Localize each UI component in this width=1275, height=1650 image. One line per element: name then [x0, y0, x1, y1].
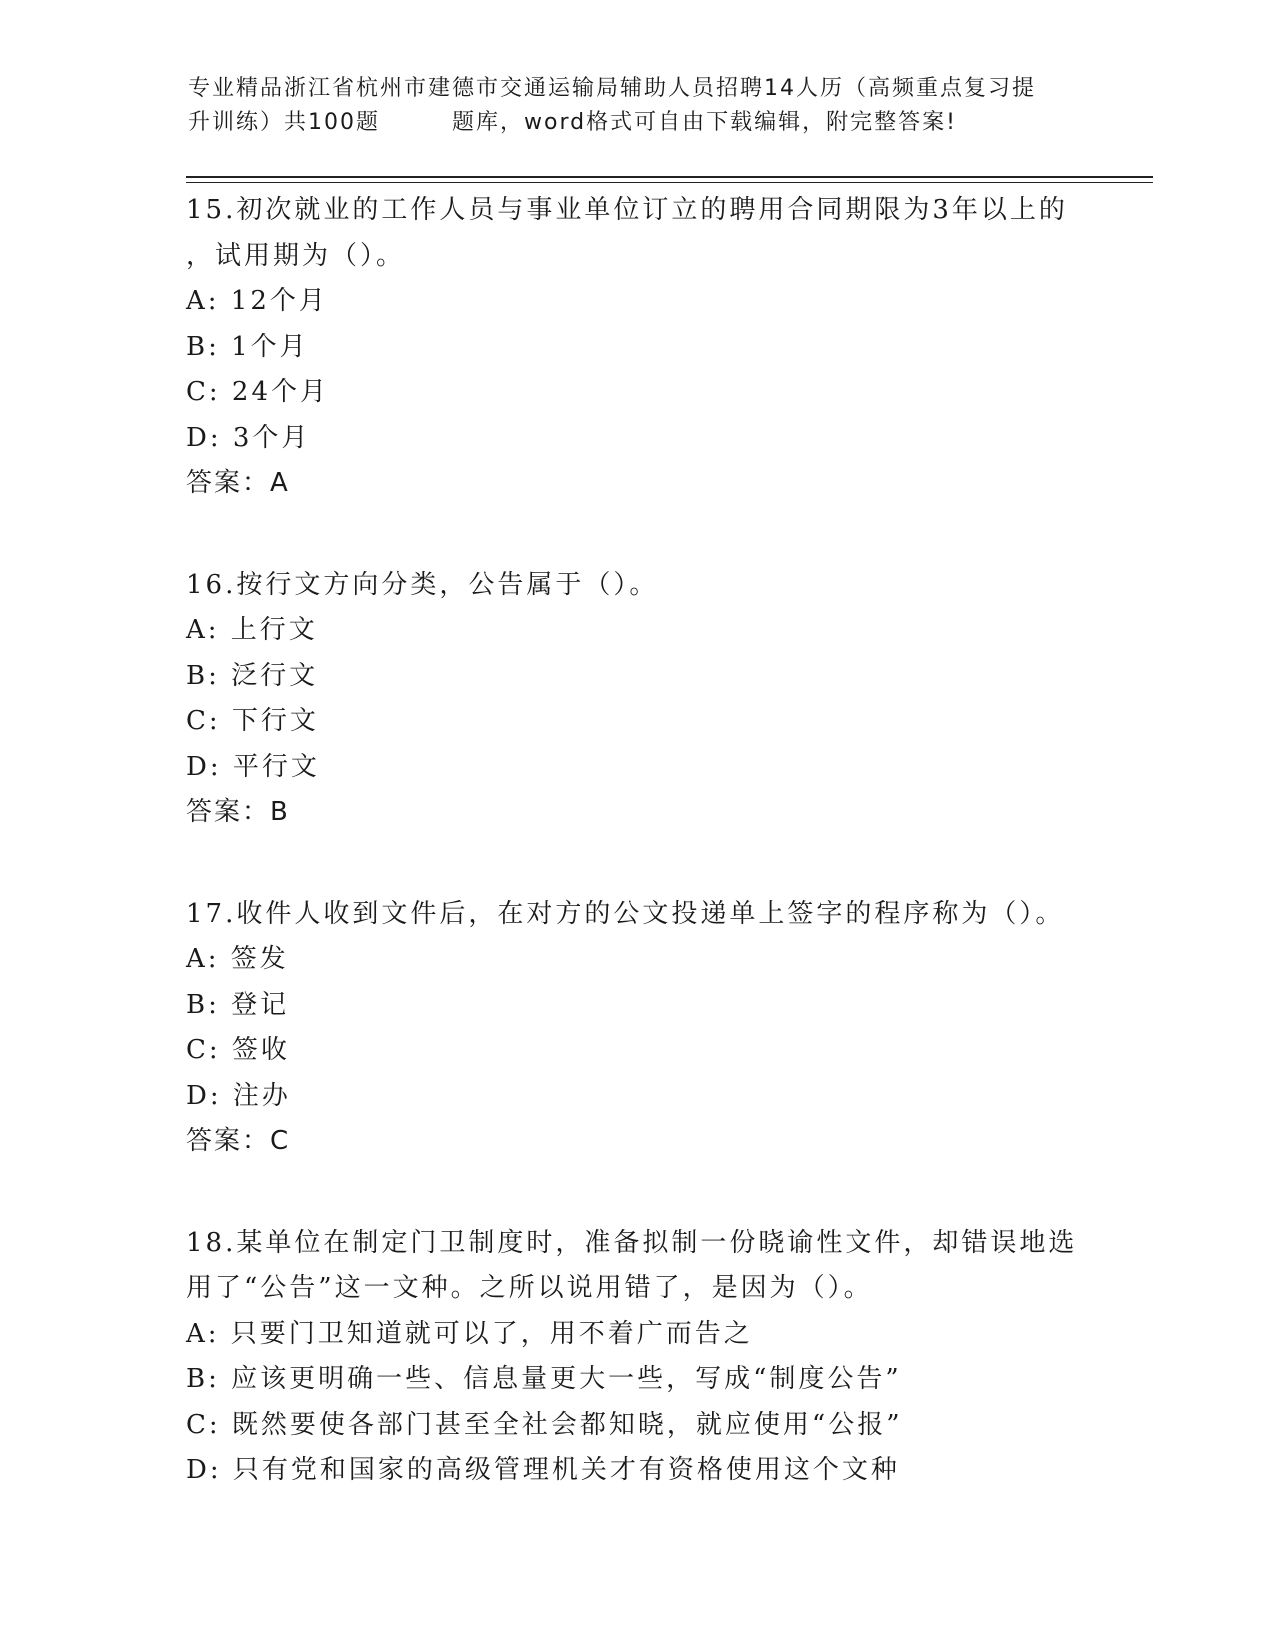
header-line-2-part-2: 题库，word格式可自由下载编辑，附完整答案!: [452, 110, 957, 135]
option-d: D: 3个月: [186, 422, 311, 453]
header-divider-thin: [186, 182, 1153, 183]
question-list: [186, 188, 1086, 1550]
answer: 答案：B: [186, 797, 290, 827]
question-16: [186, 563, 1086, 836]
header-line-2: [188, 106, 1068, 140]
option-b: B: 登记: [186, 989, 290, 1020]
question-18: [186, 1221, 1086, 1494]
option-a: A: 只要门卫知道就可以了，用不着广而告之: [186, 1318, 753, 1349]
option-c: C: 下行文: [186, 706, 319, 736]
option-c: C: 签收: [186, 1035, 290, 1065]
option-c: C: 24个月: [186, 377, 330, 407]
question-15: [186, 188, 1086, 507]
document-header: [188, 72, 1068, 140]
option-a: A: 签发: [186, 944, 289, 974]
header-divider-thick: [186, 176, 1153, 178]
option-d: D: 只有党和国家的高级管理机关才有资格使用这个文种: [186, 1455, 900, 1485]
option-b: B: 泛行文: [186, 660, 319, 691]
question-stem-continued: 用了“公告”这一文种。之所以说用错了，是因为（）。: [186, 1273, 873, 1303]
option-d: D: 平行文: [186, 751, 320, 782]
header-line-1: 专业精品浙江省杭州市建德市交通运输局辅助人员招聘14人历（高频重点复习提: [188, 76, 1036, 101]
option-b: B: 应该更明确一些、信息量更大一些，写成“制度公告”: [186, 1364, 902, 1394]
header-line-2-part-1: 升训练）共100题: [188, 110, 380, 135]
option-d: D: 注办: [186, 1080, 291, 1111]
answer: 答案：C: [186, 1126, 291, 1156]
question-stem-continued: ，试用期为（）。: [186, 240, 406, 271]
answer: 答案：A: [186, 468, 290, 498]
question-17: [186, 892, 1086, 1165]
option-c: C: 既然要使各部门甚至全社会都知晓，就应使用“公报”: [186, 1409, 903, 1440]
question-stem: 16.按行文方向分类，公告属于（）。: [186, 569, 659, 600]
question-stem: 15.初次就业的工作人员与事业单位订立的聘用合同期限为3年以上的: [186, 195, 1068, 225]
option-b: B: 1个月: [186, 331, 309, 362]
option-a: A: 上行文: [186, 615, 318, 645]
question-stem: 17.收件人收到文件后，在对方的公文投递单上签字的程序称为（）。: [186, 898, 1065, 929]
option-a: A: 12个月: [186, 286, 328, 316]
question-stem: 18.某单位在制定门卫制度时，准备拟制一份晓谕性文件，却错误地选: [186, 1227, 1078, 1258]
